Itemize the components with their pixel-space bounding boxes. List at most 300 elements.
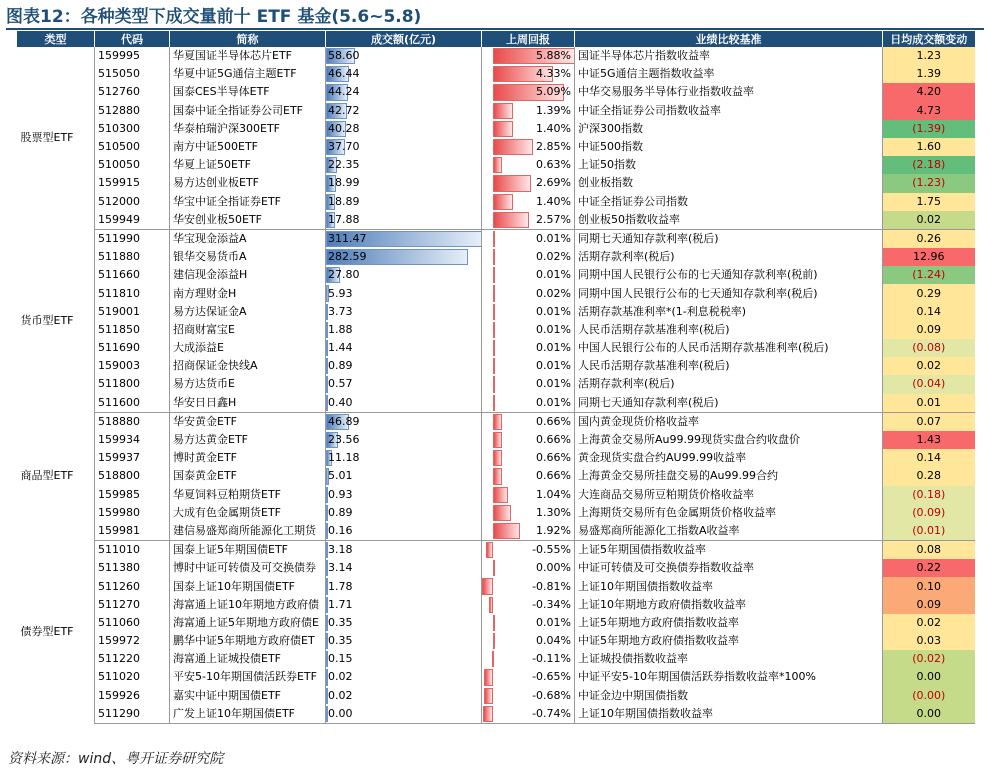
table-row: [17, 138, 975, 156]
table-row: [17, 339, 975, 357]
benchmark-cell: 创业板指数: [575, 174, 883, 192]
table-row: [17, 541, 975, 560]
name-cell: 华夏饲料豆粕期货ETF: [170, 486, 326, 504]
volume-change-cell: 1.39: [883, 65, 975, 83]
table-row: [17, 632, 975, 650]
category-cell: 商品型ETF: [17, 412, 95, 540]
return-value: 1.40%: [536, 194, 571, 208]
return-cell: [482, 248, 575, 266]
name-cell: 国泰CES半导体ETF: [170, 83, 326, 101]
return-value: 5.88%: [536, 49, 571, 63]
return-cell: [482, 138, 575, 156]
table-row: [17, 120, 975, 138]
return-cell: [482, 577, 575, 595]
volume-value: 3.73: [328, 304, 353, 318]
benchmark-cell: 同期七天通知存款利率(税后): [575, 229, 883, 248]
return-bar: [482, 578, 493, 594]
chart-title: 图表12：各种类型下成交量前十 ETF 基金(5.6~5.8): [6, 7, 422, 27]
name-cell: 国泰中证全指证券公司ETF: [170, 102, 326, 120]
volume-change-cell: 0.29: [883, 284, 975, 302]
volume-change-cell: 0.08: [883, 541, 975, 560]
volume-cell: [326, 321, 482, 339]
return-bar: [483, 706, 493, 722]
table-header-row: [17, 31, 975, 47]
return-value: 5.09%: [536, 85, 571, 99]
volume-value: 27.80: [328, 268, 360, 282]
return-bar: [493, 175, 530, 191]
table-row: [17, 156, 975, 174]
volume-cell: [326, 668, 482, 686]
volume-cell: [326, 138, 482, 156]
return-value: 0.66%: [536, 433, 571, 447]
return-cell: [482, 321, 575, 339]
name-cell: 华安创业板50ETF: [170, 211, 326, 230]
return-value: 0.01%: [536, 322, 571, 336]
benchmark-cell: 活期存款基准利率*(1-利息税税率): [575, 303, 883, 321]
benchmark-cell: 创业板50指数收益率: [575, 211, 883, 230]
return-bar: [493, 231, 495, 247]
benchmark-cell: 人民币活期存款基准利率(税后): [575, 357, 883, 375]
table-row: [17, 47, 975, 65]
volume-value: 311.47: [328, 231, 367, 245]
return-value: 0.01%: [536, 304, 571, 318]
return-value: -0.74%: [532, 706, 571, 720]
code-cell: 511660: [95, 266, 170, 284]
name-cell: 博时黄金ETF: [170, 449, 326, 467]
name-cell: 广发上证10年期国债ETF: [170, 705, 326, 724]
volume-cell: [326, 449, 482, 467]
volume-value: 17.88: [328, 212, 360, 226]
code-cell: 159915: [95, 174, 170, 192]
volume-value: 0.57: [328, 377, 353, 391]
return-value: 0.01%: [536, 341, 571, 355]
volume-change-cell: (2.18): [883, 156, 975, 174]
return-bar: [492, 651, 494, 667]
name-cell: 招商保证金快线A: [170, 357, 326, 375]
code-cell: 518880: [95, 412, 170, 431]
return-cell: [482, 211, 575, 230]
category-cell: 货币型ETF: [17, 229, 95, 412]
volume-cell: [326, 541, 482, 560]
volume-cell: [326, 47, 482, 65]
return-cell: [482, 705, 575, 724]
return-bar: [493, 487, 507, 503]
name-cell: 嘉实中证中期国债ETF: [170, 687, 326, 705]
benchmark-cell: 同期中国人民银行公布的七天通知存款利率(税前): [575, 266, 883, 284]
return-value: 4.33%: [536, 67, 571, 81]
return-value: 0.66%: [536, 469, 571, 483]
volume-change-cell: 0.09: [883, 596, 975, 614]
volume-change-cell: (1.23): [883, 174, 975, 192]
return-bar: [493, 249, 495, 265]
return-cell: [482, 193, 575, 211]
table-row: [17, 668, 975, 686]
return-value: 0.01%: [536, 377, 571, 391]
volume-change-cell: (1.24): [883, 266, 975, 284]
volume-change-cell: 1.43: [883, 431, 975, 449]
volume-value: 0.40: [328, 395, 353, 409]
table-row: [17, 412, 975, 431]
name-cell: 易方达黄金ETF: [170, 431, 326, 449]
volume-value: 5.93: [328, 286, 353, 300]
return-cell: [482, 174, 575, 192]
return-bar: [493, 468, 502, 484]
volume-change-cell: 0.14: [883, 303, 975, 321]
volume-change-cell: (0.00): [883, 687, 975, 705]
return-value: -0.34%: [532, 597, 571, 611]
benchmark-cell: 中证5G通信主题指数收益率: [575, 65, 883, 83]
return-value: 1.04%: [536, 487, 571, 501]
volume-value: 0.00: [328, 706, 353, 720]
return-bar: [493, 121, 512, 137]
table-row: [17, 449, 975, 467]
code-cell: 512760: [95, 83, 170, 101]
return-bar: [493, 304, 495, 320]
table-row: [17, 596, 975, 614]
code-cell: 159926: [95, 687, 170, 705]
return-value: 2.69%: [536, 176, 571, 190]
return-bar: [493, 450, 502, 466]
name-cell: 华夏上证50ETF: [170, 156, 326, 174]
return-value: 0.66%: [536, 414, 571, 428]
header-name: 简称: [170, 31, 326, 47]
header-code: 代码: [95, 31, 170, 47]
return-bar: [493, 139, 533, 155]
return-bar: [493, 340, 495, 356]
volume-cell: [326, 559, 482, 577]
volume-change-cell: 0.26: [883, 229, 975, 248]
return-value: -0.55%: [532, 543, 571, 557]
return-bar: [493, 395, 495, 411]
return-bar: [493, 560, 495, 576]
volume-change-cell: 0.14: [883, 449, 975, 467]
return-bar: [493, 267, 495, 283]
volume-cell: [326, 229, 482, 248]
volume-cell: [326, 632, 482, 650]
volume-cell: [326, 412, 482, 431]
volume-cell: [326, 687, 482, 705]
table-row: [17, 650, 975, 668]
return-cell: [482, 284, 575, 302]
volume-change-cell: (0.02): [883, 650, 975, 668]
volume-cell: [326, 266, 482, 284]
code-cell: 511690: [95, 339, 170, 357]
return-cell: [482, 339, 575, 357]
return-bar: [484, 688, 493, 704]
volume-change-cell: 1.23: [883, 47, 975, 65]
code-cell: 519001: [95, 303, 170, 321]
code-cell: 159972: [95, 632, 170, 650]
volume-value: 282.59: [328, 250, 367, 264]
return-bar: [493, 285, 495, 301]
table-row: [17, 705, 975, 724]
volume-cell: [326, 211, 482, 230]
return-value: 0.01%: [536, 231, 571, 245]
return-cell: [482, 156, 575, 174]
name-cell: 易方达货币E: [170, 375, 326, 393]
code-cell: 511380: [95, 559, 170, 577]
header-volume: 成交额(亿元): [326, 31, 482, 47]
volume-value: 18.99: [328, 176, 360, 190]
table-row: [17, 486, 975, 504]
table-row: [17, 102, 975, 120]
name-cell: 国泰黄金ETF: [170, 467, 326, 485]
volume-value: 18.89: [328, 194, 360, 208]
code-cell: 512000: [95, 193, 170, 211]
volume-value: 1.88: [328, 322, 353, 336]
table-row: [17, 193, 975, 211]
return-bar: [486, 542, 494, 558]
name-cell: 易方达创业板ETF: [170, 174, 326, 192]
volume-change-cell: 0.10: [883, 577, 975, 595]
code-cell: 159985: [95, 486, 170, 504]
volume-cell: [326, 303, 482, 321]
volume-change-cell: 0.02: [883, 211, 975, 230]
table-row: [17, 375, 975, 393]
volume-change-cell: 4.20: [883, 83, 975, 101]
return-bar: [493, 322, 495, 338]
return-value: -0.81%: [532, 579, 571, 593]
return-bar: [493, 414, 502, 430]
volume-cell: [326, 174, 482, 192]
code-cell: 159937: [95, 449, 170, 467]
return-cell: [482, 266, 575, 284]
code-cell: 511220: [95, 650, 170, 668]
volume-value: 46.44: [328, 67, 360, 81]
benchmark-cell: 中证金边中期国债指数: [575, 687, 883, 705]
benchmark-cell: 沪深300指数: [575, 120, 883, 138]
volume-change-cell: (0.08): [883, 339, 975, 357]
name-cell: 银华交易货币A: [170, 248, 326, 266]
return-cell: [482, 504, 575, 522]
benchmark-cell: 上证10年期国债指数收益率: [575, 705, 883, 724]
return-value: 2.85%: [536, 140, 571, 154]
benchmark-cell: 上证50指数: [575, 156, 883, 174]
return-value: 2.57%: [536, 212, 571, 226]
return-cell: [482, 412, 575, 431]
volume-change-cell: 0.01: [883, 394, 975, 413]
code-cell: 511260: [95, 577, 170, 595]
volume-value: 22.35: [328, 158, 360, 172]
volume-value: 0.16: [328, 523, 353, 537]
return-cell: [482, 375, 575, 393]
return-bar: [493, 523, 520, 539]
volume-value: 42.72: [328, 103, 360, 117]
name-cell: 海富通上证5年期地方政府债E: [170, 614, 326, 632]
return-cell: [482, 229, 575, 248]
benchmark-cell: 国内黄金现货价格收益率: [575, 412, 883, 431]
benchmark-cell: 上证5年期地方政府债指数收益率: [575, 614, 883, 632]
title-rule: [6, 28, 984, 30]
name-cell: 华安黄金ETF: [170, 412, 326, 431]
volume-value: 23.56: [328, 433, 360, 447]
return-cell: [482, 668, 575, 686]
volume-cell: [326, 65, 482, 83]
volume-change-cell: (0.04): [883, 375, 975, 393]
benchmark-cell: 上海期货交易所有色金属期货价格收益率: [575, 504, 883, 522]
name-cell: 博时中证可转债及可交换债券: [170, 559, 326, 577]
return-value: 1.39%: [536, 103, 571, 117]
name-cell: 易方达保证金A: [170, 303, 326, 321]
table-row: [17, 229, 975, 248]
volume-cell: [326, 596, 482, 614]
benchmark-cell: 大连商品交易所豆粕期货价格收益率: [575, 486, 883, 504]
source-note: 资料来源：wind、粤开证券研究院: [8, 751, 224, 767]
volume-cell: [326, 357, 482, 375]
code-cell: 511810: [95, 284, 170, 302]
name-cell: 海富通上证10年期地方政府债: [170, 596, 326, 614]
return-cell: [482, 102, 575, 120]
volume-cell: [326, 705, 482, 724]
return-cell: [482, 541, 575, 560]
benchmark-cell: 活期存款利率(税后): [575, 248, 883, 266]
volume-cell: [326, 156, 482, 174]
table-row: [17, 559, 975, 577]
table-row: [17, 577, 975, 595]
code-cell: 511290: [95, 705, 170, 724]
return-cell: [482, 614, 575, 632]
name-cell: 平安5-10年期国债活跃券ETF: [170, 668, 326, 686]
table-row: [17, 687, 975, 705]
return-value: 0.66%: [536, 451, 571, 465]
return-cell: [482, 559, 575, 577]
code-cell: 159981: [95, 522, 170, 541]
name-cell: 鹏华中证5年期地方政府债ET: [170, 632, 326, 650]
table-row: [17, 174, 975, 192]
table-row: [17, 467, 975, 485]
return-cell: [482, 431, 575, 449]
volume-change-cell: 0.28: [883, 467, 975, 485]
code-cell: 511800: [95, 375, 170, 393]
return-cell: [482, 65, 575, 83]
name-cell: 华夏中证5G通信主题ETF: [170, 65, 326, 83]
code-cell: 511990: [95, 229, 170, 248]
header-type: 类型: [17, 31, 95, 47]
volume-cell: [326, 522, 482, 541]
volume-cell: [326, 248, 482, 266]
volume-value: 11.18: [328, 451, 360, 465]
table-row: [17, 431, 975, 449]
return-cell: [482, 467, 575, 485]
volume-value: 58.60: [328, 49, 360, 63]
name-cell: 华宝现金添益A: [170, 229, 326, 248]
return-cell: [482, 486, 575, 504]
volume-cell: [326, 614, 482, 632]
volume-value: 3.18: [328, 543, 353, 557]
volume-change-cell: (1.39): [883, 120, 975, 138]
volume-cell: [326, 577, 482, 595]
volume-cell: [326, 375, 482, 393]
volume-value: 0.93: [328, 487, 353, 501]
return-cell: [482, 687, 575, 705]
benchmark-cell: 同期中国人民银行公布的七天通知存款利率(税后): [575, 284, 883, 302]
return-bar: [493, 432, 502, 448]
return-value: 0.63%: [536, 158, 571, 172]
return-bar: [493, 194, 512, 210]
volume-value: 44.24: [328, 85, 360, 99]
code-cell: 159003: [95, 357, 170, 375]
table-row: [17, 321, 975, 339]
volume-value: 1.44: [328, 341, 353, 355]
name-cell: 华夏国证半导体芯片ETF: [170, 47, 326, 65]
name-cell: 海富通上证城投债ETF: [170, 650, 326, 668]
benchmark-cell: 上海黄金交易所Au99.99现货实盘合约收盘价: [575, 431, 883, 449]
return-bar: [493, 157, 502, 173]
volume-cell: [326, 339, 482, 357]
etf-table: [16, 31, 975, 724]
table-row: [17, 522, 975, 541]
name-cell: 华安日日鑫H: [170, 394, 326, 413]
volume-change-cell: 0.02: [883, 357, 975, 375]
volume-cell: [326, 120, 482, 138]
volume-change-cell: 0.00: [883, 705, 975, 724]
code-cell: 511600: [95, 394, 170, 413]
benchmark-cell: 中证全指证券公司指数收益率: [575, 102, 883, 120]
code-cell: 511270: [95, 596, 170, 614]
table-body: [17, 47, 975, 723]
return-cell: [482, 522, 575, 541]
return-cell: [482, 449, 575, 467]
benchmark-cell: 国证半导体芯片指数收益率: [575, 47, 883, 65]
benchmark-cell: 上海黄金交易所挂盘交易的Au99.99合约: [575, 467, 883, 485]
header-return: 上周回报: [482, 31, 575, 47]
volume-cell: [326, 504, 482, 522]
return-bar: [493, 103, 512, 119]
benchmark-cell: 上证城投债指数收益率: [575, 650, 883, 668]
table-row: [17, 65, 975, 83]
name-cell: 大成添益E: [170, 339, 326, 357]
name-cell: 华泰柏瑞沪深300ETF: [170, 120, 326, 138]
return-value: 0.02%: [536, 286, 571, 300]
volume-change-cell: 1.75: [883, 193, 975, 211]
volume-cell: [326, 284, 482, 302]
benchmark-cell: 同期七天通知存款利率(税后): [575, 394, 883, 413]
benchmark-cell: 上证5年期国债指数收益率: [575, 541, 883, 560]
code-cell: 511020: [95, 668, 170, 686]
code-cell: 159949: [95, 211, 170, 230]
volume-value: 0.35: [328, 615, 353, 629]
return-value: 0.02%: [536, 250, 571, 264]
volume-change-cell: 12.96: [883, 248, 975, 266]
code-cell: 512880: [95, 102, 170, 120]
return-cell: [482, 394, 575, 413]
return-value: 0.00%: [536, 561, 571, 575]
table-row: [17, 284, 975, 302]
volume-value: 0.15: [328, 652, 353, 666]
volume-value: 0.35: [328, 634, 353, 648]
volume-change-cell: (0.09): [883, 504, 975, 522]
volume-value: 0.89: [328, 505, 353, 519]
volume-value: 5.01: [328, 469, 353, 483]
return-value: -0.68%: [532, 688, 571, 702]
volume-value: 0.02: [328, 688, 353, 702]
name-cell: 国泰上证5年期国债ETF: [170, 541, 326, 560]
code-cell: 518800: [95, 467, 170, 485]
volume-change-cell: 1.60: [883, 138, 975, 156]
volume-value: 40.28: [328, 121, 360, 135]
return-cell: [482, 303, 575, 321]
code-cell: 159980: [95, 504, 170, 522]
category-cell: 股票型ETF: [17, 47, 95, 229]
volume-cell: [326, 102, 482, 120]
volume-change-cell: 0.22: [883, 559, 975, 577]
name-cell: 国泰上证10年期国债ETF: [170, 577, 326, 595]
code-cell: 159934: [95, 431, 170, 449]
return-bar: [493, 615, 495, 631]
return-bar: [493, 212, 529, 228]
return-bar: [493, 358, 495, 374]
volume-value: 3.14: [328, 561, 353, 575]
